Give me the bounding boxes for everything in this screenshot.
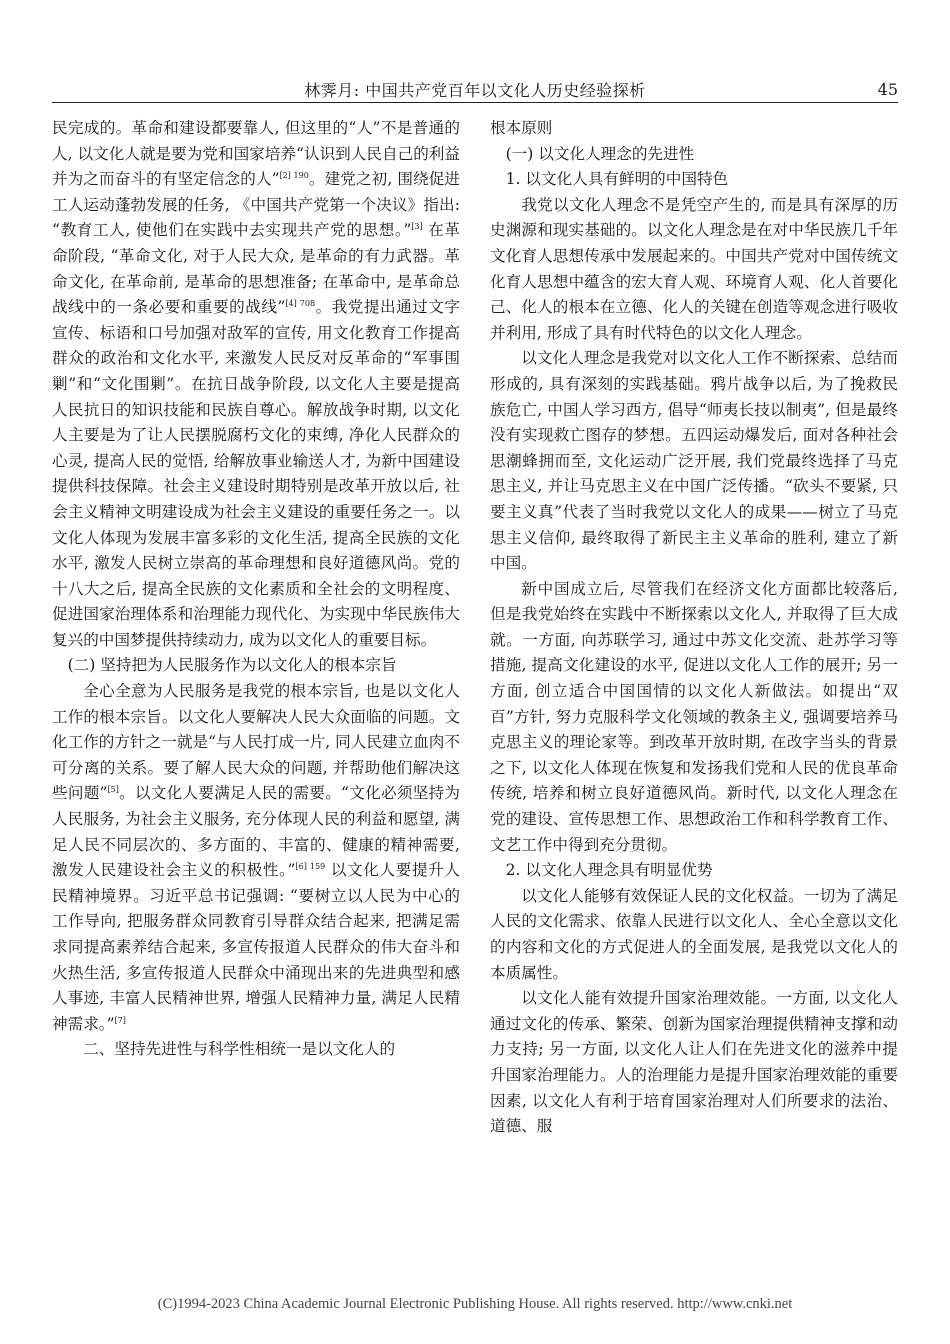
paragraph: 以文化人能有效提升国家治理效能。一方面, 以文化人通过文化的传承、繁荣、创新为国家治理提供精神支撑和动力支持; 另一方面, 以文化人让人们在先进文化的滋养中提升国家治理能力。人的治理能力是提升国家治理效能的重要因素, 以文化人有利于培育国家治理对人们所要求的法治、道德、服 [490, 989, 898, 1136]
paragraph: 全心全意为人民服务是我党的根本宗旨, 也是以文化人工作的根本宗旨。以文化人要解决人民大众面临的问题。文化工作的方针之一就是“与人民打成一片, 同人民建立血肉不可分离的关系。要了解人民大众的问题, 并帮助他们解决这些问题”[5]。以文化人要满足人民的需要。“文化必须坚持为人民服务, 为社会主义服务, 充分体现人民的利益和愿望, 满足人民不同层次的、多方面的、丰富的、健康的精神需要, 激发人民建设社会主义的积极性。”$^{[6] 159}$ 以文化人要提升人民精神境界。习近平总书记强调: “要树立以人民为中心的工作导向, 把服务群众同教育引导群众结合起来, 把满足需求同提高素养结合起来, 多宣传报道人民群众的伟大奋斗和火热生活, 多宣传报道人民群众中涌现出来的先进典型和感人事迹, 丰富人民精神世界, 增强人民精神力量, 满足人民精神需求。”[7] [52, 682, 460, 1033]
paragraph: 以文化人理念是我党对以文化人工作不断探索、总结而形成的, 具有深刻的实践基础。鸦片战争以后, 为了挽救民族危亡, 中国人学习西方, 倡导“师夷长技以制夷”, 但是最终没有实现救亡图存的梦想。五四运动爆发后, 面对各种社会思潮蜂拥而至, 文化运动广泛开展, 我们党最终选择了马克思主义, 并让马克思主义在中国广泛传播。“砍头不要紧, 只要主义真”代表了当时我党以文化人的成果——树立了马克思主义信仰, 最终取得了新民主主义革命的胜利, 建立了新中国。 [490, 349, 898, 573]
page-number: 45 [877, 80, 898, 99]
right-column [490, 116, 898, 1140]
copyright-footer: (C)1994-2023 China Academic Journal Electronic Publishing House. All rights reserved. http://www.cnki.net [157, 1296, 793, 1312]
subsection-heading: 2. 以文化人理念具有明显优势 [505, 861, 713, 880]
subsection-heading: (一) 以文化人理念的先进性 [505, 144, 695, 163]
paragraph: 新中国成立后, 尽管我们在经济文化方面都比较落后, 但是我党始终在实践中不断探索以文化人, 并取得了巨大成就。一方面, 向苏联学习, 通过中苏文化交流、赴苏学习等措施, 提高文化建设的水平, 促进以文化人工作的展开; 另一方面, 创立适合中国国情的以文化人新做法。如提出“双百”方针, 努力克服科学文化领域的教条主义, 强调要培养马克思主义的理论家等。到改革开放时期, 在改字当头的背景之下, 以文化人体现在恢复和发扬我们党和人民的优良革命传统, 培养和树立良好道德风尚。新时代, 以文化人理念在党的建设、宣传思想工作、思想政治工作和科学教育工作、文艺工作中得到充分贯彻。 [490, 579, 898, 854]
running-title: 林霁月: 中国共产党百年以文化人历史经验探析 [304, 81, 646, 100]
paragraph: 我党以文化人理念不是凭空产生的, 而是具有深厚的历史渊源和现实基础的。以文化人理念是在对中华民族几千年文化育人思想传承中发展起来的。中国共产党对中国传统文化育人思想中蕴含的宏大育人观、环境育人观、化人首要化己、化人的根本在立德、化人的关键在创造等观念进行吸收并利用, 形成了具有时代特色的以文化人理念。 [490, 195, 898, 342]
left-column [52, 116, 460, 1063]
section-heading-continuation: 根本原则 [490, 119, 553, 137]
subsection-heading: 1. 以文化人具有鲜明的中国特色 [505, 170, 729, 189]
section-heading: 二、坚持先进性与科学性相统一是以文化人的 [83, 1040, 396, 1059]
section-heading: (二) 坚持把为人民服务作为以文化人的根本宗旨 [67, 656, 397, 675]
running-header [52, 62, 898, 103]
paragraph: 民完成的。革命和建设都要靠人, 但这里的“人”不是普通的人, 以文化人就是要为党和国家培养“认识到人民自己的利益并为之而奋斗的有坚定信念的人”$^{[2] 190}$。建党之初, 围绕促进工人运动蓬勃发展的任务, 《中国共产党第一个决议》指出: “教育工人, 使他们在实践中去实现共产党的思想。”[3] 在革命阶段, “革命文化, 对于人民大众, 是革命的有力武器。革命文化, 在革命前, 是革命的思想准备; 在革命中, 是革命总战线中的一条必要和重要的战线”$^{[4] 708}$。我党提出通过文字宣传、标语和口号加强对敌军的宣传, 用文化教育工作提高群众的政治和文化水平, 来激发人民反对反革命的“军事围剿”和“文化围剿”。在抗日战争阶段, 以文化人主要是提高人民抗日的知识技能和民族自尊心。解放战争时期, 以文化人主要是为了让人民摆脱腐朽文化的束缚, 净化人民群众的心灵, 提高人民的觉悟, 给解放事业输送人才, 为新中国建设提供科技保障。社会主义建设时期特别是改革开放以后, 社会主义精神文明建设成为社会主义建设的重要任务之一。以文化人体现为发展丰富多彩的文化生活, 提高全民族的文化水平, 激发人民树立崇高的革命理想和良好道德风尚。党的十八大之后, 提高全民族的文化素质和全社会的文明程度、促进国家治理体系和治理能力现代化、为实现中华民族伟大复兴的中国梦提供持续动力, 成为以文化人的重要目标。 [52, 119, 460, 649]
paragraph: 以文化人能够有效保证人民的文化权益。一切为了满足人民的文化需求、依靠人民进行以文化人、全心全意以文化的内容和文化的方式促进人的全面发展, 是我党以文化人的本质属性。 [490, 886, 898, 982]
